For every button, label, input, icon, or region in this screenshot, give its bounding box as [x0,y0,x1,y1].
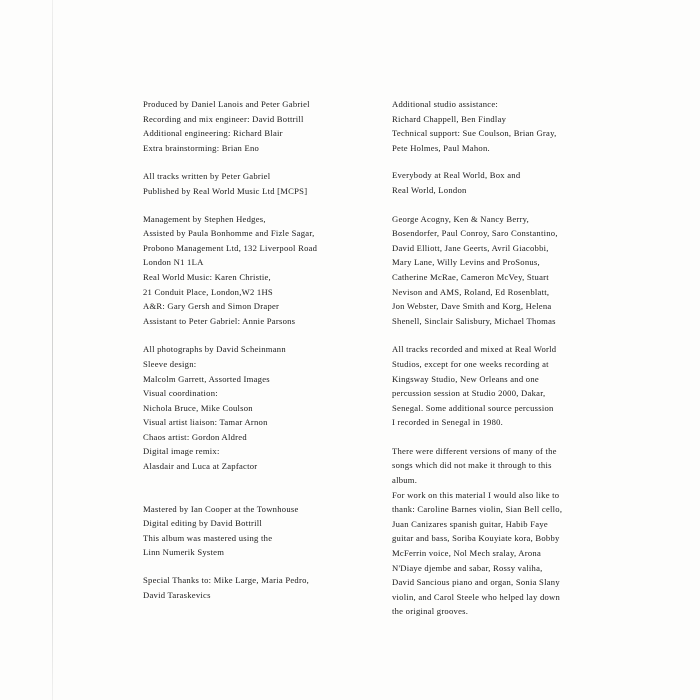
text-line: Special Thanks to: Mike Large, Maria Pedro, [143,575,310,586]
text-line: Nevison and AMS, Roland, Ed Rosenblatt, [392,286,550,297]
text-line: Mastered by Ian Cooper at the Townhouse [143,503,299,514]
publishing-credits [143,169,378,198]
production-credits [143,97,378,155]
text-line: All photographs by David Scheinmann [143,344,286,355]
text-line: David Elliott, Jane Geerts, Avril Giacobbi, [392,242,549,253]
text-line: Juan Canizares spanish guitar, Habib Faye [392,518,548,529]
text-line: 21 Conduit Place, London,W2 1HS [143,286,273,297]
studio-assistance-credits [392,97,632,155]
text-line: Produced by Daniel Lanois and Peter Gabriel [143,99,310,109]
recording-notes [392,342,632,430]
text-line: Chaos artist: Gordon Aldred [143,431,247,442]
versions-notes [392,444,632,619]
text-line: Catherine McRae, Cameron McVey, Stuart [392,271,549,282]
text-line: Kingsway Studio, New Orleans and one [392,373,539,384]
text-line: Additional studio assistance: [392,99,499,109]
text-line: Visual artist liaison: Tamar Arnon [143,417,268,428]
text-line: Published by Real World Music Ltd [MCPS] [143,185,308,196]
text-line: thank: Caroline Barnes violin, Sian Bell cello, [392,504,563,515]
text-line: Everybody at Real World, Box and [392,170,521,181]
special-thanks [143,573,378,602]
text-line: Management by Stephen Hedges, [143,213,266,224]
text-line: guitar and bass, Soriba Kouyiate kora, Bobby [392,533,560,544]
text-line: the original grooves. [392,606,469,617]
text-line: Real World Music: Karen Christie, [143,271,271,282]
text-line: Bosendorfer, Paul Conroy, Saro Constantino, [392,228,558,239]
text-line: Visual coordination: [143,388,218,399]
management-credits [143,212,378,329]
text-line: Richard Chappell, Ben Findlay [392,113,507,124]
text-line: All tracks written by Peter Gabriel [143,171,271,182]
text-line: Probono Management Ltd, 132 Liverpool Road [143,242,318,253]
text-line: violin, and Carol Steele who helped lay down [392,591,561,602]
art-credits [143,342,378,473]
text-line: All tracks recorded and mixed at Real World [392,344,557,355]
text-line: David Sancious piano and organ, Sonia Slany [392,577,560,588]
text-line: Sleeve design: [143,358,197,369]
text-line: There were different versions of many of the [392,445,557,456]
text-line: Recording and mix engineer: David Bottrill [143,113,304,124]
text-line: McFerrin voice, Nol Mech sralay, Arona [392,548,542,559]
text-line: album. [392,475,418,486]
page-fold-line [52,0,53,700]
text-line: percussion session at Studio 2000, Dakar, [392,388,546,399]
text-line: Studios, except for one weeks recording at [392,358,549,369]
text-line: Real World, London [392,184,467,195]
text-line: N'Diaye djembe and sabar, Rossy valiha, [392,562,543,573]
text-line: Additional engineering: Richard Blair [143,128,283,139]
text-line: songs which did not make it through to this [392,460,552,471]
text-line: Digital editing by David Bottrill [143,518,263,529]
left-column [143,97,378,602]
text-line: David Taraskevics [143,589,211,600]
text-line: Malcolm Garrett, Assorted Images [143,373,270,384]
text-line: Pete Holmes, Paul Mahon. [392,142,490,153]
text-line: London N1 1LA [143,257,204,268]
text-line: Senegal. Some additional source percussion [392,402,554,413]
text-line: Assistant to Peter Gabriel: Annie Parsons [143,315,296,326]
text-line: I recorded in Senegal in 1980. [392,417,504,428]
text-line: Technical support: Sue Coulson, Brian Gray, [392,128,557,139]
text-line: Jon Webster, Dave Smith and Korg, Helena [392,301,552,312]
text-line: George Acogny, Ken & Nancy Berry, [392,213,530,224]
text-line: This album was mastered using the [143,532,273,543]
text-line: Digital image remix: [143,446,220,457]
text-line: Assisted by Paula Bonhomme and Fizle Sagar, [143,228,315,239]
text-line: Mary Lane, Willy Levins and ProSonus, [392,257,540,268]
text-line: Linn Numerik System [143,547,225,558]
text-line: Extra brainstorming: Brian Eno [143,142,260,153]
text-line: Alasdair and Luca at Zapfactor [143,461,258,472]
text-line: Shenell, Sinclair Salisbury, Michael Thomas [392,315,556,326]
right-column [392,97,632,619]
real-world-thanks [392,168,632,197]
text-line: A&R: Gary Gersh and Simon Draper [143,301,280,312]
thanks-names-list [392,212,632,329]
text-line: Nichola Bruce, Mike Coulson [143,402,253,413]
mastering-credits [143,502,378,560]
text-line: For work on this material I would also like to [392,489,560,500]
